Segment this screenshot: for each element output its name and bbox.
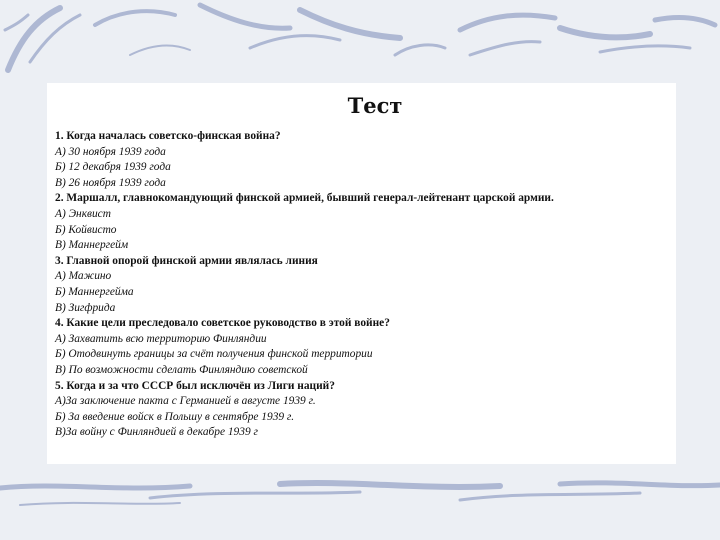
answer-option: Б) Койвисто [55,223,117,236]
answer-option: В) По возможности сделать Финляндию советской [55,363,308,376]
answer-option: Б) Отодвинуть границы за счёт получения финской территории [55,348,373,361]
answer-option: В)За войну с Финляндией в декабре 1939 г [55,426,258,439]
answer-option: Б) Маннергейма [55,285,134,298]
slide-title: Тест [347,93,403,118]
answer-option: Б) За введение войск в Польшу в сентябре 1939 г. [55,410,295,423]
answer-option: Б) 12 декабря 1939 года [55,161,171,174]
answer-option: А)За заключение пакта с Германией в августе 1939 г. [55,395,316,408]
answer-option: В) Маннергейм [55,239,129,252]
question-line: 5. Когда и за что СССР был исключён из Лиги наций? [55,379,335,392]
question-line: 3. Главной опорой финской армии являлась линия [55,254,318,267]
answer-option: А) 30 ноября 1939 года [55,145,166,158]
answer-option: А) Энквист [55,207,111,220]
question-line: 2. Маршалл, главнокомандующий финской армией, бывший генерал-лейтенант царской армии. [55,192,554,205]
question-line: 4. Какие цели преследовало советское руководство в этой войне? [55,317,390,330]
answer-option: В) 26 ноября 1939 года [55,176,166,189]
question-line: 1. Когда началась советско-финская война? [55,130,281,142]
answer-option: А) Захватить всю территорию Финляндии [55,332,267,345]
quiz-body [55,129,665,441]
answer-option: В) Зигфрида [55,301,116,314]
answer-option: А) Мажино [55,270,112,283]
